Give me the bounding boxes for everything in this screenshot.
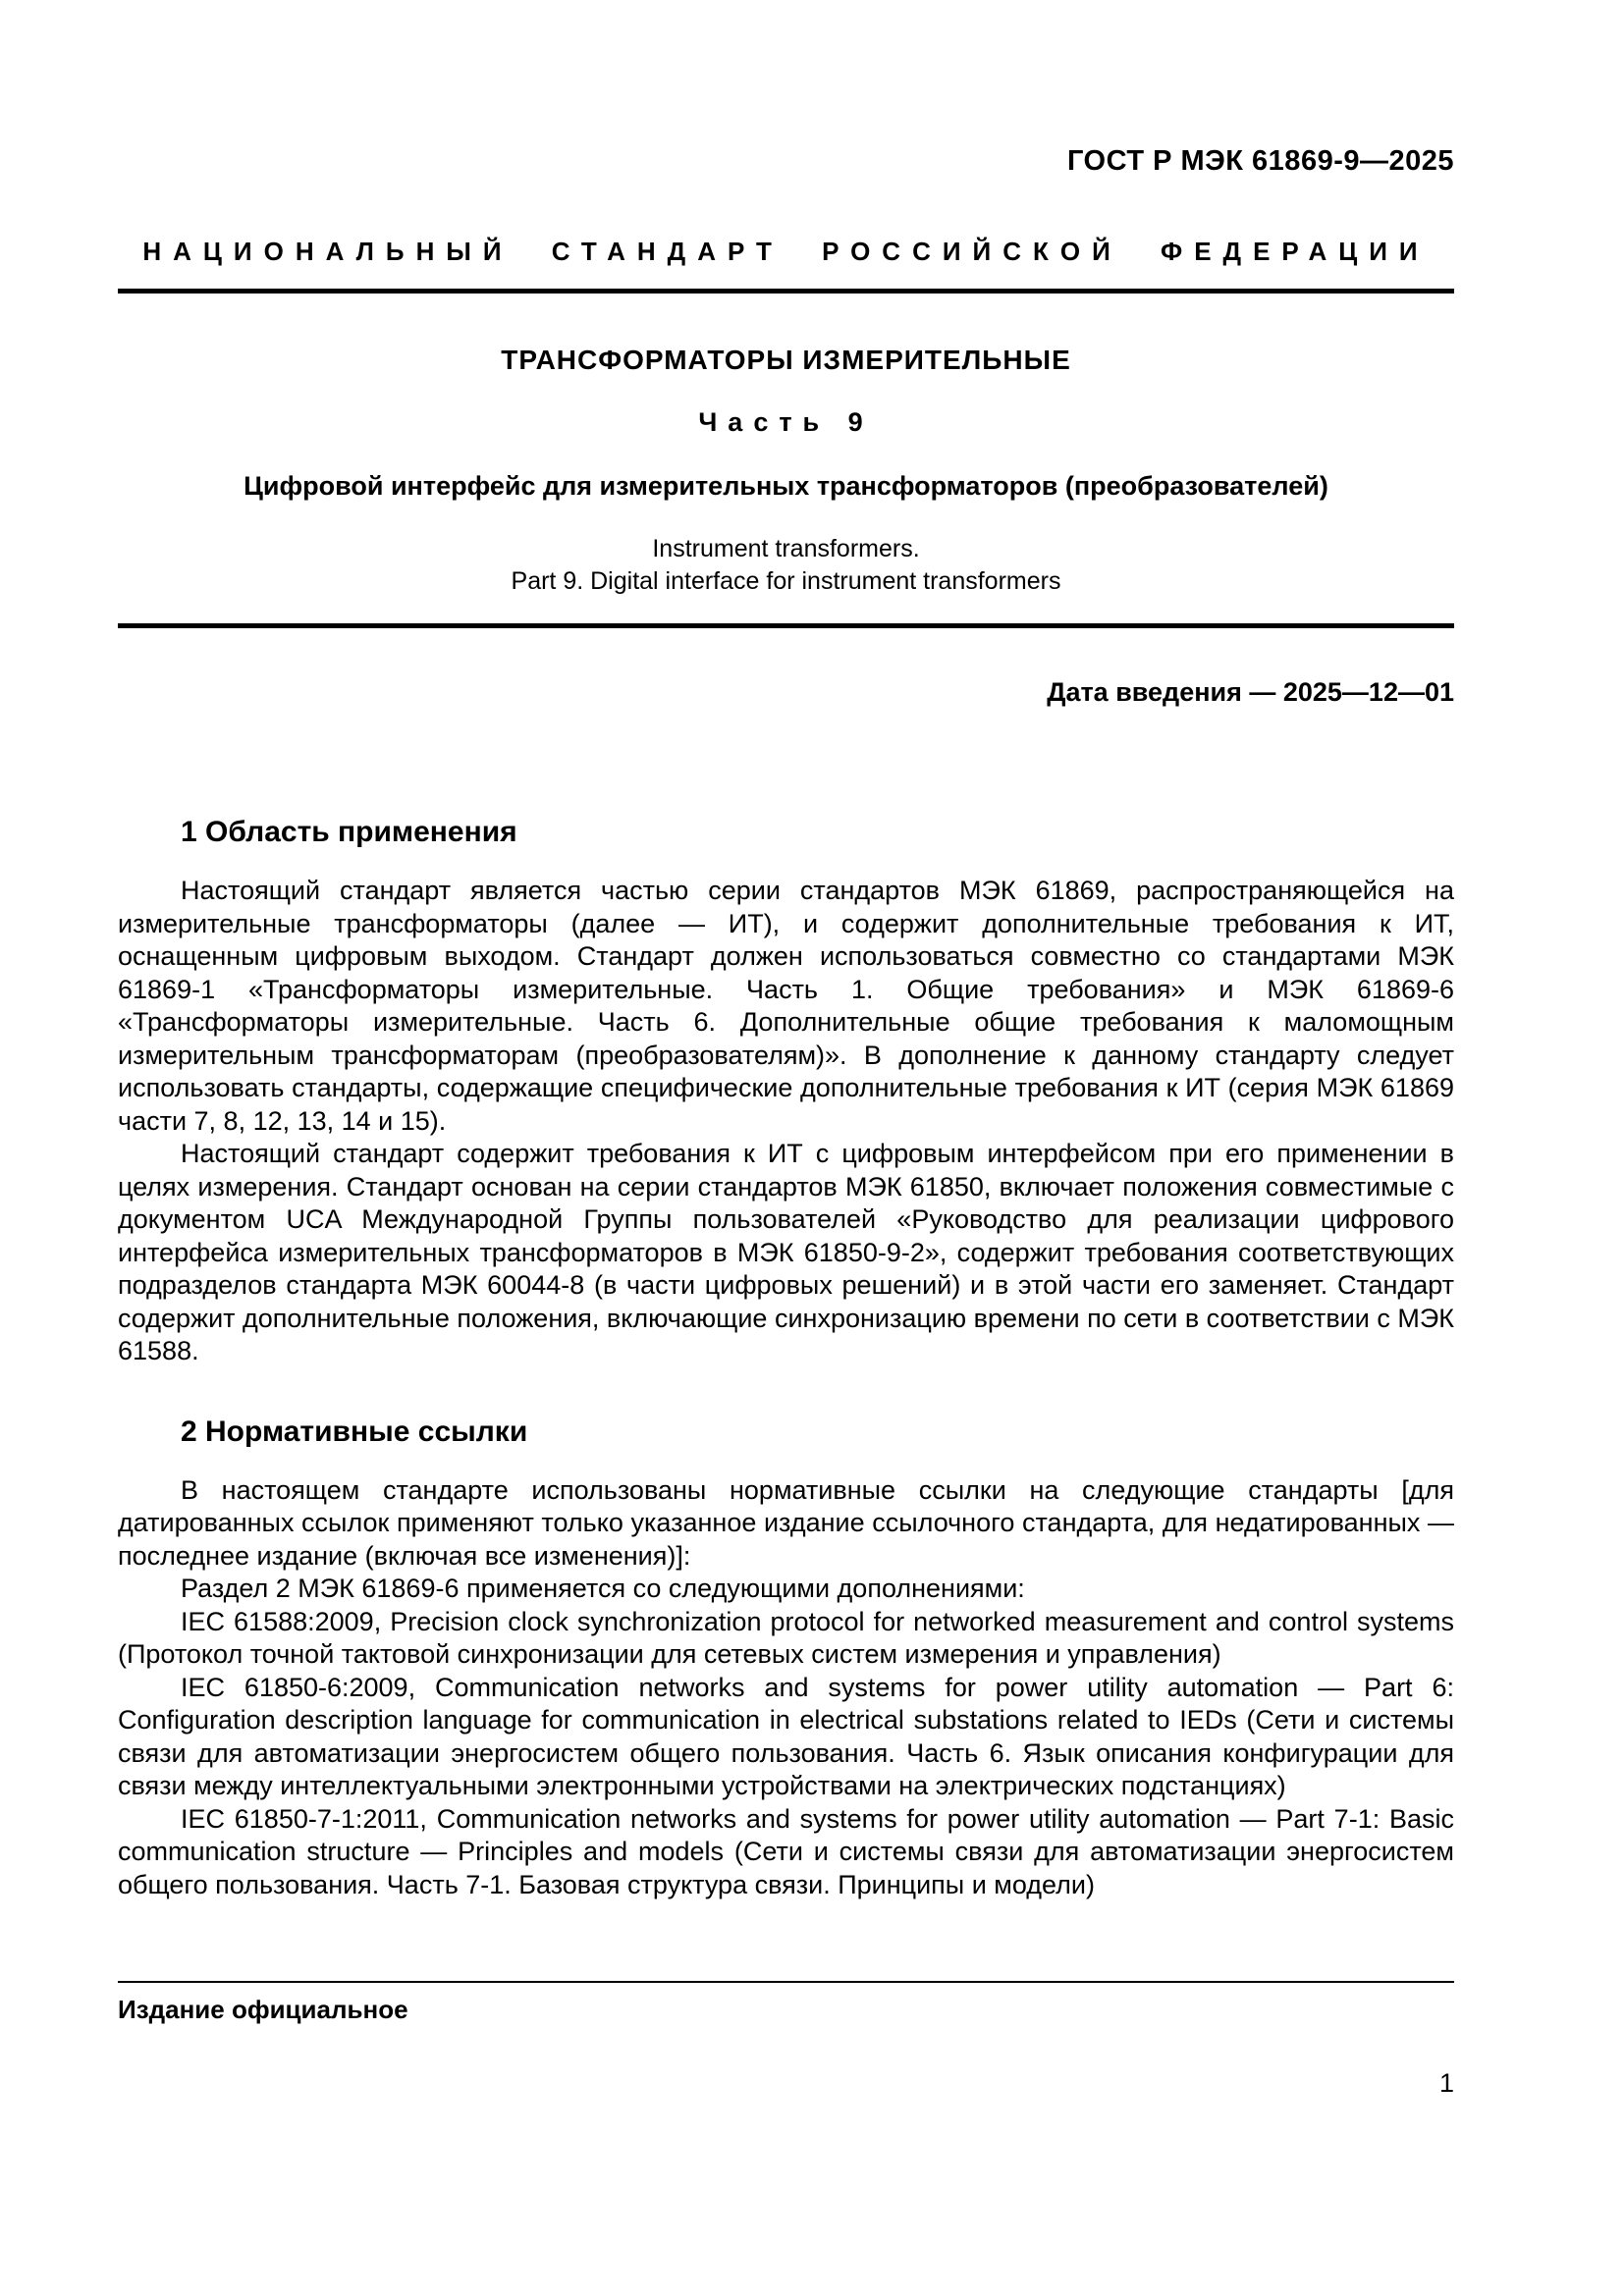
header-rule bbox=[118, 289, 1454, 294]
paragraph: IEC 61588:2009, Precision clock synchronization protocol for networked measurement and control systems (Протокол точной тактовой синхронизации для сетевых систем измерения и управления) bbox=[118, 1606, 1454, 1669]
paragraph: IEC 61850-6:2009, Communication networks and systems for power utility automation — Part 6: Configuration description language for communication in electrical substations related to IEDs (Сети и системы связи для автоматизации энергосистем общего пользования. Часть 6. Язык описания конфигурации для связи между интеллектуальными электронными устройствами на электрических подстанциях) bbox=[118, 1672, 1454, 1800]
title-english-line1: Instrument transformers. bbox=[652, 535, 920, 562]
doc-code: ГОСТ Р МЭК 61869-9—2025 bbox=[1067, 145, 1454, 177]
official-edition-label: Издание официальное bbox=[118, 1995, 408, 2024]
paragraph: Настоящий стандарт является частью серии стандартов МЭК 61869, распространяющейся на измерительные трансформаторы (далее — ИТ), и содержит дополнительные требования к ИТ, оснащенным цифровым выходом. Стандарт должен использоваться совместно со стандартами МЭК 61869-1 «Трансформаторы измерительные. Часть 1. Общие требования» и МЭК 61869-6 «Трансформаторы измерительные. Часть 6. Дополнительные общие требования к маломощным измерительным трансформаторам (преобразователям)». В дополнение к данному стандарту следует использовать стандарты, содержащие специфические дополнительные требования к ИТ (серия МЭК 61869 части 7, 8, 12, 13, 14 и 15). bbox=[118, 876, 1454, 1136]
footer-rule bbox=[118, 1981, 1454, 1983]
title-rule bbox=[118, 623, 1454, 628]
document-body bbox=[118, 816, 1454, 1901]
paragraph: Настоящий стандарт содержит требования к ИТ с цифровым интерфейсом при его применении в целях измерения. Стандарт основан на серии стандартов МЭК 61850, включает положения совместимые с документом UCA Международной Группы пользователей «Руководство для реализации цифрового интерфейса измерительных трансформаторов в МЭК 61850-9-2», содержит требования соответствующих подразделов стандарта МЭК 60044-8 (в части цифровых решений) и в этой части его заменяет. Стандарт содержит дополнительные положения, включающие синхронизацию времени по сети в соответствии с МЭК 61588. bbox=[118, 1139, 1454, 1365]
paragraph: Раздел 2 МЭК 61869-6 применяется со следующими дополнениями: bbox=[181, 1574, 1025, 1603]
section-2-heading: 2 Нормативные ссылки bbox=[181, 1415, 528, 1448]
national-standard-banner: НАЦИОНАЛЬНЫЙ СТАНДАРТ РОССИЙСКОЙ ФЕДЕРАЦИИ bbox=[142, 237, 1430, 266]
title-main: ТРАНСФОРМАТОРЫ ИЗМЕРИТЕЛЬНЫЕ bbox=[501, 345, 1071, 375]
section-1-heading: 1 Область применения bbox=[181, 816, 517, 848]
title-subtitle: Цифровой интерфейс для измерительных трансформаторов (преобразователей) bbox=[244, 471, 1328, 501]
effective-date: Дата введения — 2025—12—01 bbox=[1047, 677, 1454, 707]
paragraph: В настоящем стандарте использованы нормативные ссылки на следующие стандарты [для датированных ссылок применяют только указанное издание ссылочного стандарта, для недатированных — последнее издание (включая все изменения)]: bbox=[118, 1474, 1454, 1571]
title-part: Часть 9 bbox=[698, 407, 874, 437]
title-english bbox=[118, 533, 1454, 598]
paragraph: IEC 61850-7-1:2011, Communication networks and systems for power utility automation — Part 7-1: Basic communication structure — Principles and models (Сети и системы связи для автоматизации энергосистем общего пользования. Часть 7-1. Базовая структура связи. Принципы и модели) bbox=[118, 1803, 1454, 1899]
page-footer bbox=[118, 1981, 1454, 2099]
title-english-line2: Part 9. Digital interface for instrument transformers bbox=[511, 567, 1061, 595]
page-number: 1 bbox=[1438, 2068, 1454, 2098]
